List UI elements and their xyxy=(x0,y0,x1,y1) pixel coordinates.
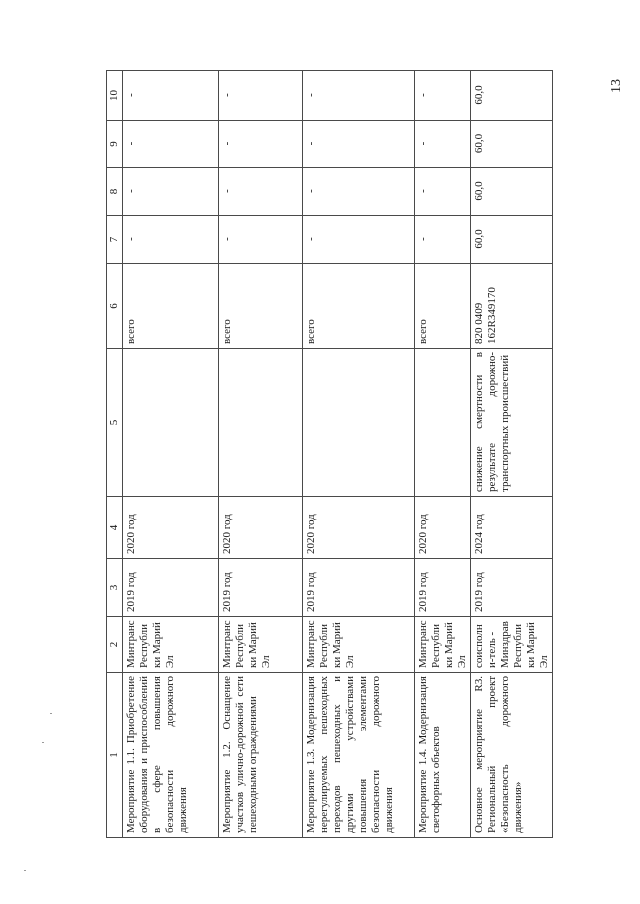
executor-cell: соисполни-тель - Минздрав Республики Марий Эл xyxy=(471,617,553,673)
column-header: 3 xyxy=(107,559,123,617)
end-year-cell: 2020 год xyxy=(303,497,415,559)
start-year-cell: 2019 год xyxy=(123,559,219,617)
funding-source-cell: 820 0409 162R349170 xyxy=(471,264,553,349)
start-year-cell: 2019 год xyxy=(471,559,553,617)
funding-source-cell: всего xyxy=(123,264,219,349)
column-header: 1 xyxy=(107,673,123,838)
value-cell: - xyxy=(415,71,471,121)
value-cell: 60,0 xyxy=(471,121,553,168)
measure-cell: Мероприятие 1.3. Модернизация нерегулируемых пешеходных переходов пешеходных и другими устройствами повышения элементами безопасности дорожного движения xyxy=(303,673,415,838)
column-header: 6 xyxy=(107,264,123,349)
result-cell xyxy=(123,349,219,497)
value-cell: - xyxy=(219,216,303,264)
value-cell: 60,0 xyxy=(471,216,553,264)
measure-cell: Мероприятие 1.1. Приобретение оборудования и приспособлений в сфере повышения безопасности дорожного движения xyxy=(123,673,219,838)
column-header: 10 xyxy=(107,71,123,121)
column-header: 7 xyxy=(107,216,123,264)
header-row xyxy=(107,71,123,838)
table-row xyxy=(303,71,415,838)
value-cell: - xyxy=(123,71,219,121)
table-row xyxy=(415,71,471,838)
value-cell: - xyxy=(219,71,303,121)
value-cell: 60,0 xyxy=(471,168,553,216)
scan-dot xyxy=(50,713,52,714)
executor-cell: Минтранс Республики Марий Эл xyxy=(303,617,415,673)
result-cell: снижение смертности в результате дорожно-транспортных происшествий xyxy=(471,349,553,497)
end-year-cell: 2020 год xyxy=(219,497,303,559)
result-cell xyxy=(415,349,471,497)
end-year-cell: 2020 год xyxy=(123,497,219,559)
value-cell: - xyxy=(303,121,415,168)
value-cell: - xyxy=(303,168,415,216)
column-header: 9 xyxy=(107,121,123,168)
measure-cell: Мероприятие 1.4. Модернизация светофорных объектов xyxy=(415,673,471,838)
table-row xyxy=(123,71,219,838)
value-cell: - xyxy=(415,121,471,168)
value-cell: - xyxy=(123,121,219,168)
start-year-cell: 2019 год xyxy=(303,559,415,617)
funding-source-cell: всего xyxy=(219,264,303,349)
measures-table xyxy=(106,70,553,838)
measure-cell: Основное мероприятие R3. Региональный проект «Безопасность дорожного движения» xyxy=(471,673,553,838)
value-cell: - xyxy=(415,216,471,264)
column-header: 5 xyxy=(107,349,123,497)
end-year-cell: 2020 год xyxy=(415,497,471,559)
end-year-cell: 2024 год xyxy=(471,497,553,559)
scan-dot xyxy=(42,742,44,743)
executor-cell: Минтранс Республики Марий Эл xyxy=(415,617,471,673)
funding-source-cell: всего xyxy=(303,264,415,349)
executor-cell: Минтранс Республики Марий Эл xyxy=(123,617,219,673)
value-cell: 60,0 xyxy=(471,71,553,121)
column-header: 2 xyxy=(107,617,123,673)
result-cell xyxy=(303,349,415,497)
rotated-table-container xyxy=(106,71,630,838)
value-cell: - xyxy=(303,216,415,264)
funding-source-cell: всего xyxy=(415,264,471,349)
value-cell: - xyxy=(123,168,219,216)
value-cell: - xyxy=(123,216,219,264)
start-year-cell: 2019 год xyxy=(219,559,303,617)
page-number: 13 xyxy=(609,79,624,93)
table-row xyxy=(219,71,303,838)
column-header: 4 xyxy=(107,497,123,559)
table-row xyxy=(471,71,553,838)
value-cell: - xyxy=(415,168,471,216)
value-cell: - xyxy=(219,121,303,168)
measure-cell: Мероприятие 1.2. Оснащение участков улично-дорожной сети пешеходными ограждениями xyxy=(219,673,303,838)
result-cell xyxy=(219,349,303,497)
value-cell: - xyxy=(219,168,303,216)
executor-cell: Минтранс Республики Марий Эл xyxy=(219,617,303,673)
column-header: 8 xyxy=(107,168,123,216)
value-cell: - xyxy=(303,71,415,121)
start-year-cell: 2019 год xyxy=(415,559,471,617)
scan-dot xyxy=(24,870,26,871)
